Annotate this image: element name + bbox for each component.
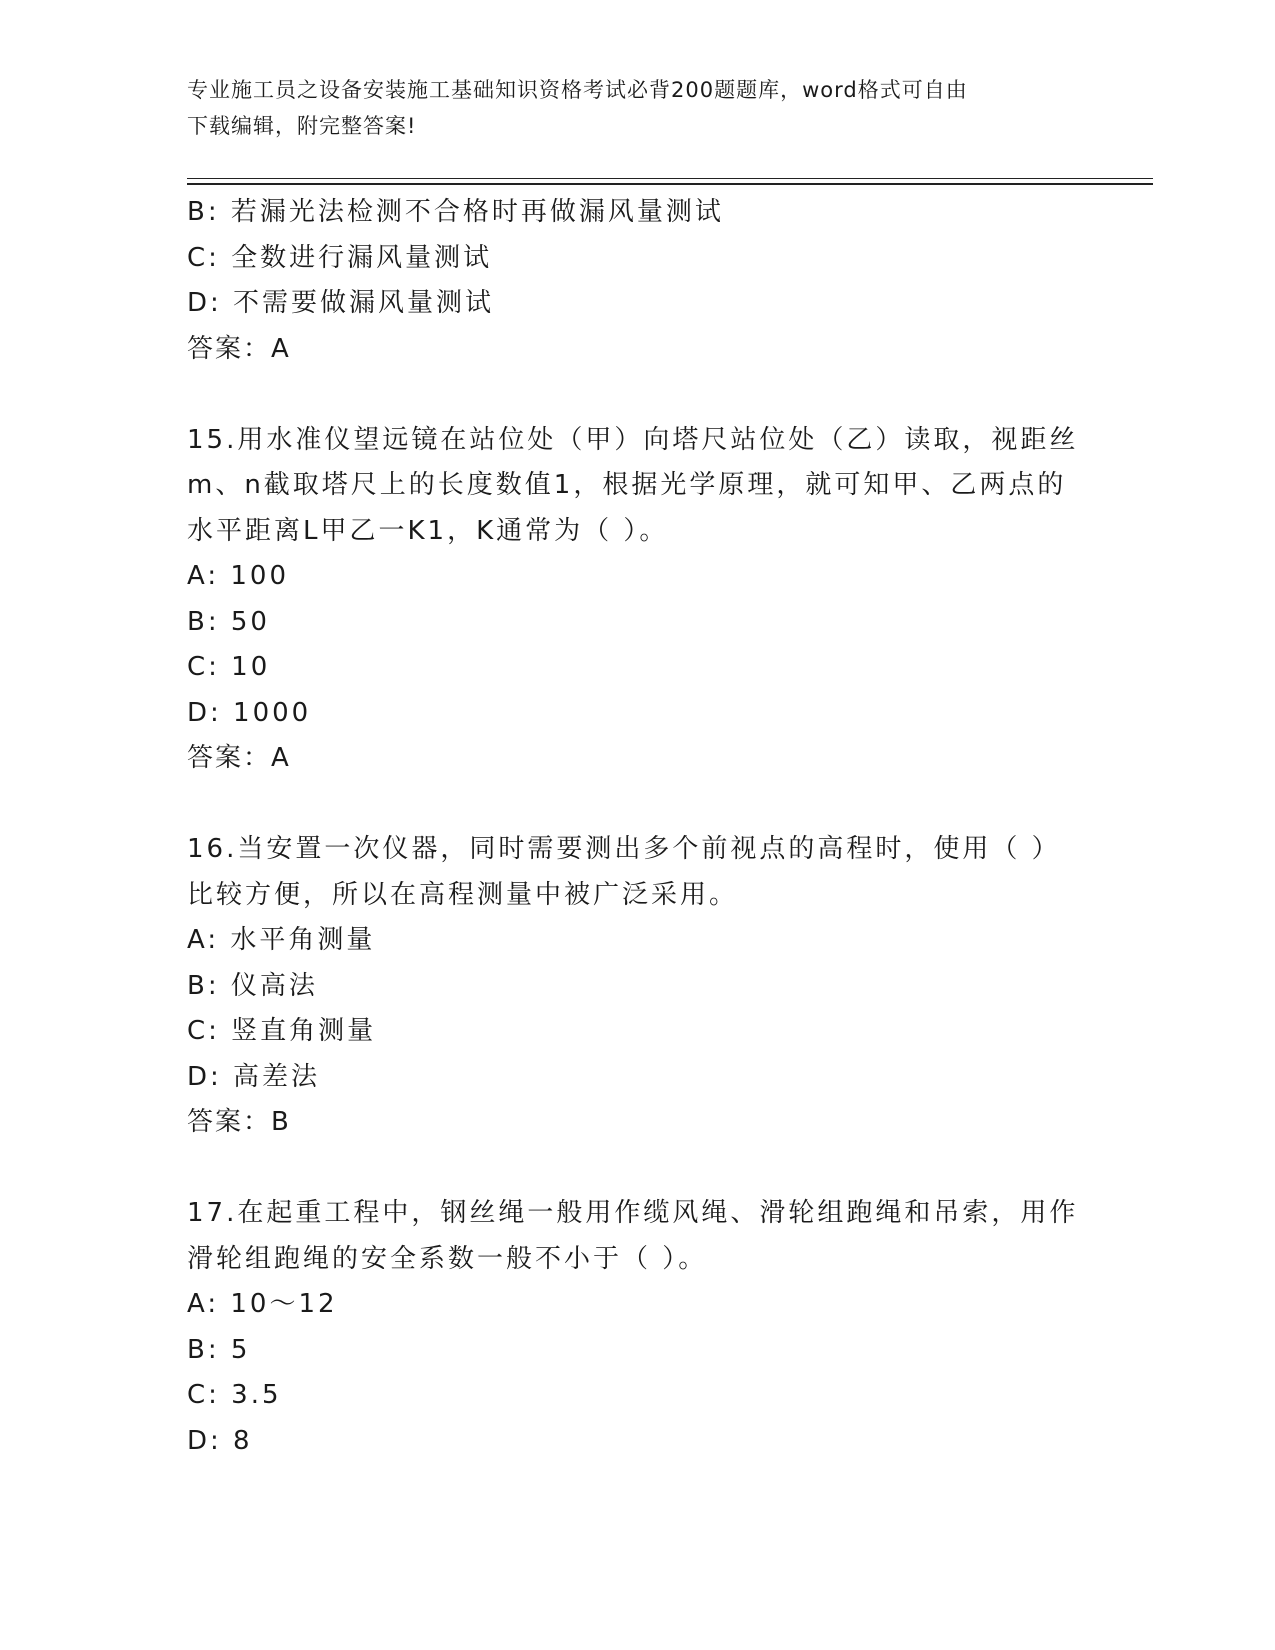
question-block-14 (187, 190, 1087, 372)
spacer (187, 1146, 1087, 1192)
option-c: C: 10 (187, 652, 271, 682)
spacer (187, 782, 1087, 828)
option-c: C: 3.5 (187, 1380, 282, 1410)
option-d: D: 不需要做漏风量测试 (187, 288, 495, 318)
option-d: D: 8 (187, 1425, 253, 1456)
question-stem-line: 滑轮组跑绳的安全系数一般不小于（ ）。 (187, 1243, 708, 1274)
option-b: B: 若漏光法检测不合格时再做漏风量测试 (187, 197, 724, 227)
question-stem-line: m、n截取塔尺上的长度数值1，根据光学原理，就可知甲、乙两点的 (187, 470, 1067, 500)
spacer (187, 372, 1087, 418)
answer: 答案：A (187, 743, 291, 773)
answer: 答案：B (187, 1107, 291, 1137)
answer: 答案：A (187, 333, 291, 364)
question-block-17 (187, 1191, 1087, 1464)
question-stem-line: 16.当安置一次仪器，同时需要测出多个前视点的高程时，使用（ ） (187, 834, 1061, 864)
option-b: B: 5 (187, 1334, 251, 1365)
question-stem-line: 15.用水准仪望远镜在站位处（甲）向塔尺站位处（乙）读取，视距丝 (187, 424, 1079, 455)
question-stem-line: 比较方便，所以在高程测量中被广泛采用。 (187, 879, 739, 910)
question-stem-line: 17.在起重工程中，钢丝绳一般用作缆风绳、滑轮组跑绳和吊索，用作 (187, 1198, 1079, 1228)
option-b: B: 50 (187, 606, 270, 637)
option-a: A: 10～12 (187, 1289, 338, 1319)
option-c: C: 全数进行漏风量测试 (187, 242, 493, 273)
question-block-15 (187, 418, 1087, 782)
question-stem-line: 水平距离L甲乙一K1，K通常为（ ）。 (187, 515, 669, 546)
option-d: D: 高差法 (187, 1061, 321, 1092)
document-header (187, 72, 1087, 144)
option-b: B: 仪高法 (187, 970, 318, 1001)
header-divider-thick (187, 183, 1153, 185)
option-c: C: 竖直角测量 (187, 1016, 377, 1046)
header-title-line-1: 专业施工员之设备安装施工基础知识资格考试必背200题题库，word格式可自由 (187, 78, 968, 102)
header-title-line-2: 下载编辑，附完整答案! (187, 114, 417, 138)
question-content (187, 190, 1087, 1464)
option-d: D: 1000 (187, 697, 312, 728)
option-a: A: 100 (187, 561, 289, 591)
header-divider-thin (187, 178, 1153, 179)
question-block-16 (187, 827, 1087, 1146)
option-a: A: 水平角测量 (187, 925, 376, 955)
